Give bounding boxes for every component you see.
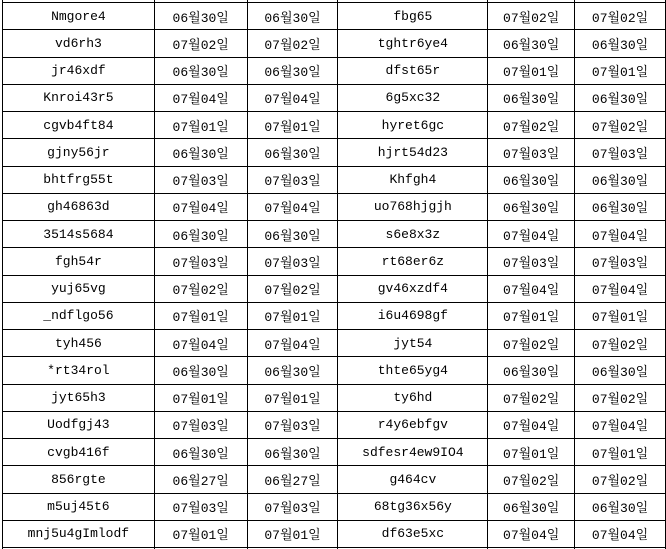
code-left-cell[interactable]: *rt34rol	[3, 357, 155, 384]
date-left-1-cell[interactable]: 07월01일	[154, 520, 247, 547]
date-right-1-cell[interactable]: 07월04일	[488, 411, 575, 438]
date-left-1-cell[interactable]: 07월01일	[154, 384, 247, 411]
date-right-1-cell[interactable]: 07월04일	[488, 221, 575, 248]
code-right-cell[interactable]: gv46xzdf4	[338, 275, 488, 302]
code-right-cell[interactable]: ty6hd	[338, 384, 488, 411]
table-row	[3, 3, 666, 30]
date-left-1-cell[interactable]: 07월03일	[154, 248, 247, 275]
date-right-1-cell[interactable]: 07월03일	[488, 248, 575, 275]
date-right-2-cell[interactable]: 06월30일	[575, 193, 666, 220]
date-right-1-cell[interactable]: 07월02일	[488, 330, 575, 357]
date-left-1-cell[interactable]: 07월01일	[154, 112, 247, 139]
date-right-2-cell[interactable]: 07월01일	[575, 57, 666, 84]
date-left-2-cell[interactable]: 07월03일	[247, 411, 338, 438]
date-left-2-cell[interactable]: 06월30일	[247, 439, 338, 466]
date-left-1-cell[interactable]: 06월30일	[154, 357, 247, 384]
code-right-cell[interactable]: rt68er6z	[338, 248, 488, 275]
date-right-2-cell[interactable]: 06월30일	[575, 84, 666, 111]
date-right-2-cell[interactable]: 06월30일	[575, 166, 666, 193]
date-left-1-cell[interactable]: 06월30일	[154, 57, 247, 84]
date-left-1-cell[interactable]: 06월30일	[154, 139, 247, 166]
table-row	[3, 357, 666, 384]
code-left-cell[interactable]: Nmgore4	[3, 3, 155, 30]
table-row	[3, 166, 666, 193]
table-row	[3, 275, 666, 302]
date-right-1-cell[interactable]: 07월01일	[488, 439, 575, 466]
date-right-1-cell[interactable]: 07월02일	[488, 384, 575, 411]
table-row	[3, 384, 666, 411]
date-left-2-cell[interactable]: 07월01일	[247, 112, 338, 139]
code-left-cell[interactable]: jyt65h3	[3, 384, 155, 411]
date-left-1-cell[interactable]: 06월27일	[154, 466, 247, 493]
table-row	[3, 466, 666, 493]
table-row	[3, 112, 666, 139]
date-left-2-cell[interactable]: 07월01일	[247, 384, 338, 411]
code-left-cell[interactable]: m5uj45t6	[3, 493, 155, 520]
data-table	[2, 0, 666, 549]
date-left-1-cell[interactable]: 07월01일	[154, 302, 247, 329]
date-right-2-cell[interactable]: 07월02일	[575, 3, 666, 30]
date-left-2-cell[interactable]: 07월03일	[247, 493, 338, 520]
date-left-1-cell[interactable]: 07월03일	[154, 166, 247, 193]
date-right-1-cell[interactable]: 06월30일	[488, 193, 575, 220]
code-left-cell[interactable]: yuj65vg	[3, 275, 155, 302]
table-row	[3, 493, 666, 520]
table-row	[3, 411, 666, 438]
date-right-2-cell[interactable]: 07월04일	[575, 275, 666, 302]
date-right-1-cell[interactable]: 07월03일	[488, 139, 575, 166]
date-left-1-cell[interactable]: 07월04일	[154, 84, 247, 111]
date-left-2-cell[interactable]: 06월30일	[247, 3, 338, 30]
date-left-1-cell[interactable]: 06월30일	[154, 3, 247, 30]
date-right-1-cell[interactable]: 06월30일	[488, 493, 575, 520]
date-left-1-cell[interactable]: 06월30일	[154, 439, 247, 466]
table-row	[3, 139, 666, 166]
date-right-2-cell[interactable]: 07월02일	[575, 384, 666, 411]
date-right-1-cell[interactable]: 07월04일	[488, 275, 575, 302]
code-left-cell[interactable]: jr46xdf	[3, 57, 155, 84]
code-left-cell[interactable]: 856rgte	[3, 466, 155, 493]
code-right-cell[interactable]: hyret6gc	[338, 112, 488, 139]
date-left-2-cell[interactable]: 07월01일	[247, 520, 338, 547]
date-right-1-cell[interactable]: 06월30일	[488, 30, 575, 57]
date-left-1-cell[interactable]: 07월02일	[154, 275, 247, 302]
table-row	[3, 84, 666, 111]
code-left-cell[interactable]: fgh54r	[3, 248, 155, 275]
date-left-2-cell[interactable]: 06월27일	[247, 466, 338, 493]
date-left-2-cell[interactable]: 07월02일	[247, 30, 338, 57]
code-left-cell[interactable]: cvgb416f	[3, 439, 155, 466]
code-right-cell[interactable]: r4y6ebfgv	[338, 411, 488, 438]
code-right-cell[interactable]: sdfesr4ew9IO4	[338, 439, 488, 466]
date-left-2-cell[interactable]: 06월30일	[247, 57, 338, 84]
date-left-2-cell[interactable]: 06월30일	[247, 139, 338, 166]
code-right-cell[interactable]: 6g5xc32	[338, 84, 488, 111]
table-row	[3, 439, 666, 466]
code-right-cell[interactable]: 68tg36x56y	[338, 493, 488, 520]
code-right-cell[interactable]: thte65yg4	[338, 357, 488, 384]
code-right-cell[interactable]: dfst65r	[338, 57, 488, 84]
code-left-cell[interactable]: 3514s5684	[3, 221, 155, 248]
date-right-2-cell[interactable]: 07월02일	[575, 112, 666, 139]
date-left-2-cell[interactable]: 07월03일	[247, 248, 338, 275]
table-row	[3, 302, 666, 329]
table-row	[3, 520, 666, 547]
date-left-2-cell[interactable]: 06월30일	[247, 357, 338, 384]
date-left-1-cell[interactable]: 07월02일	[154, 30, 247, 57]
date-right-1-cell[interactable]: 07월01일	[488, 302, 575, 329]
code-right-cell[interactable]: df63e5xc	[338, 520, 488, 547]
date-right-1-cell[interactable]: 07월01일	[488, 57, 575, 84]
date-right-2-cell[interactable]: 06월30일	[575, 30, 666, 57]
date-left-1-cell[interactable]: 06월30일	[154, 221, 247, 248]
date-right-1-cell[interactable]: 06월30일	[488, 84, 575, 111]
date-right-2-cell[interactable]: 07월04일	[575, 221, 666, 248]
date-left-1-cell[interactable]: 07월04일	[154, 330, 247, 357]
date-right-1-cell[interactable]: 07월02일	[488, 466, 575, 493]
code-left-cell[interactable]: gjny56jr	[3, 139, 155, 166]
table-row	[3, 248, 666, 275]
code-left-cell[interactable]: _ndflgo56	[3, 302, 155, 329]
code-left-cell[interactable]: cgvb4ft84	[3, 112, 155, 139]
code-left-cell[interactable]: gh46863d	[3, 193, 155, 220]
code-right-cell[interactable]: g464cv	[338, 466, 488, 493]
code-right-cell[interactable]: tghtr6ye4	[338, 30, 488, 57]
date-right-2-cell[interactable]: 07월03일	[575, 139, 666, 166]
table-row	[3, 330, 666, 357]
code-right-cell[interactable]: hjrt54d23	[338, 139, 488, 166]
date-right-2-cell[interactable]: 07월04일	[575, 411, 666, 438]
data-table-body	[3, 0, 666, 549]
date-right-1-cell[interactable]: 07월02일	[488, 3, 575, 30]
date-right-2-cell[interactable]: 07월02일	[575, 466, 666, 493]
date-left-2-cell[interactable]: 07월02일	[247, 275, 338, 302]
date-left-1-cell[interactable]: 07월03일	[154, 493, 247, 520]
date-right-2-cell[interactable]: 07월01일	[575, 302, 666, 329]
table-row	[3, 193, 666, 220]
date-right-1-cell[interactable]: 07월04일	[488, 520, 575, 547]
date-right-2-cell[interactable]: 07월04일	[575, 520, 666, 547]
date-left-2-cell[interactable]: 06월30일	[247, 221, 338, 248]
date-right-2-cell[interactable]: 06월30일	[575, 493, 666, 520]
code-left-cell[interactable]: tyh456	[3, 330, 155, 357]
date-left-2-cell[interactable]: 07월01일	[247, 302, 338, 329]
code-right-cell[interactable]: i6u4698gf	[338, 302, 488, 329]
table-row	[3, 221, 666, 248]
date-right-2-cell[interactable]: 06월30일	[575, 357, 666, 384]
date-left-2-cell[interactable]: 07월04일	[247, 330, 338, 357]
date-right-2-cell[interactable]: 07월01일	[575, 439, 666, 466]
date-right-1-cell[interactable]: 06월30일	[488, 357, 575, 384]
table-row	[3, 57, 666, 84]
code-right-cell[interactable]: jyt54	[338, 330, 488, 357]
date-right-2-cell[interactable]: 07월03일	[575, 248, 666, 275]
table-row	[3, 30, 666, 57]
date-right-2-cell[interactable]: 07월02일	[575, 330, 666, 357]
date-left-1-cell[interactable]: 07월04일	[154, 193, 247, 220]
code-right-cell[interactable]: fbg65	[338, 3, 488, 30]
date-right-1-cell[interactable]: 07월02일	[488, 112, 575, 139]
code-right-cell[interactable]: uo768hjgjh	[338, 193, 488, 220]
code-left-cell[interactable]: bhtfrg55t	[3, 166, 155, 193]
date-left-2-cell[interactable]: 07월04일	[247, 193, 338, 220]
code-left-cell[interactable]: Uodfgj43	[3, 411, 155, 438]
date-right-1-cell[interactable]: 06월30일	[488, 166, 575, 193]
date-left-2-cell[interactable]: 07월03일	[247, 166, 338, 193]
date-left-1-cell[interactable]: 07월03일	[154, 411, 247, 438]
code-right-cell[interactable]: Khfgh4	[338, 166, 488, 193]
code-left-cell[interactable]: vd6rh3	[3, 30, 155, 57]
code-right-cell[interactable]: s6e8x3z	[338, 221, 488, 248]
code-left-cell[interactable]: Knroi43r5	[3, 84, 155, 111]
code-left-cell[interactable]: mnj5u4gImlodf	[3, 520, 155, 547]
date-left-2-cell[interactable]: 07월04일	[247, 84, 338, 111]
